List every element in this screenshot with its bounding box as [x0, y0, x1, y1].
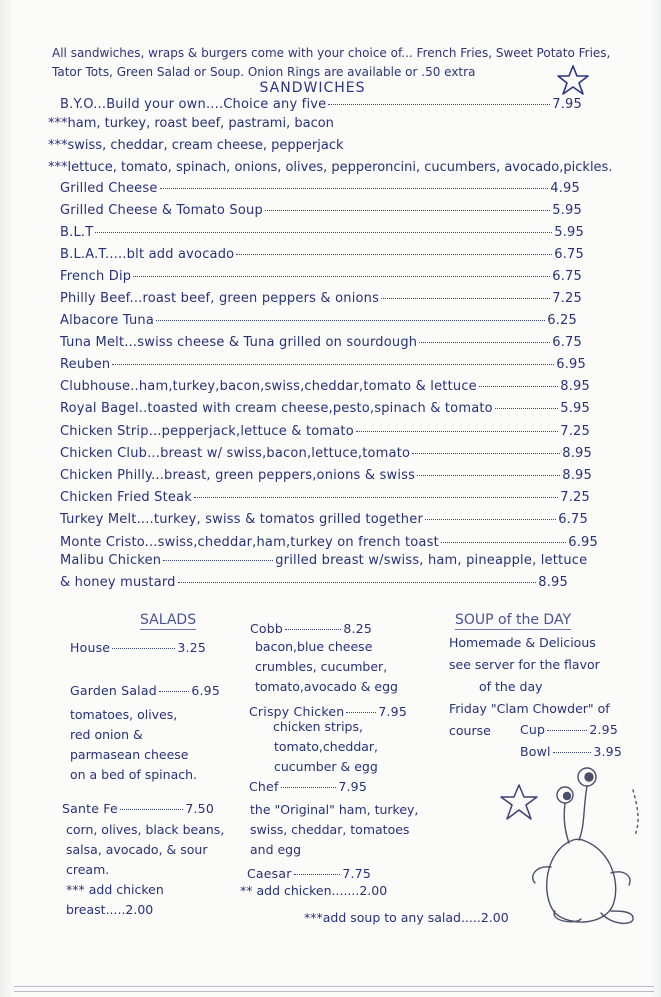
page-bottom-rule	[14, 986, 654, 987]
dot-leader	[441, 542, 566, 543]
desc-line: cream.	[66, 862, 110, 877]
item-desc: & honey mustard	[60, 575, 176, 590]
dot-leader	[328, 104, 550, 105]
item-price: 5.95	[552, 203, 582, 218]
item-name: Reuben	[60, 357, 111, 372]
item-price: 6.95	[191, 683, 220, 698]
item-price: 5.95	[554, 225, 584, 240]
desc-line: parmasean cheese	[70, 747, 189, 762]
item-name: B.L.A.T.....blt add avocado	[60, 247, 235, 262]
dot-leader	[159, 691, 190, 692]
salad-chef	[249, 779, 367, 801]
soup-bowl	[520, 744, 622, 766]
item-name: Chicken Philly...breast, green peppers,onions & swiss	[60, 468, 416, 483]
dot-leader	[346, 712, 376, 713]
dot-leader	[419, 342, 550, 343]
item-price: 6.75	[558, 512, 588, 527]
item-price: 7.25	[552, 291, 582, 306]
item-price: 5.95	[560, 401, 590, 416]
menu-item-malibu	[60, 553, 588, 575]
desc-line: on a bed of spinach.	[70, 767, 198, 782]
menu-item	[60, 424, 590, 446]
menu-item	[60, 247, 584, 269]
desc-line: bacon,blue cheese	[255, 639, 373, 654]
dot-leader	[417, 475, 560, 476]
item-price: 7.50	[185, 801, 214, 816]
menu-item	[60, 335, 582, 357]
dot-leader	[412, 453, 560, 454]
desc-line: tomato,avocado & egg	[255, 679, 398, 694]
item-name: Malibu Chicken	[60, 553, 162, 568]
salad-house	[70, 640, 206, 662]
dot-leader	[356, 431, 558, 432]
item-name: Grilled Cheese	[60, 181, 158, 196]
desc-line: red onion &	[70, 727, 143, 742]
intro-note	[52, 44, 642, 82]
sandwiches-title: SANDWICHES	[259, 80, 366, 96]
item-name: B.Y.O...Build your own....Choice any five	[60, 97, 327, 112]
item-name: Royal Bagel..toasted with cream cheese,pesto,spinach & tomato	[60, 401, 493, 416]
item-price: 7.25	[560, 424, 590, 439]
dot-leader	[194, 497, 558, 498]
item-desc: grilled breast w/swiss, ham, pineapple, lettuce	[275, 553, 588, 568]
add-soup-note: ***add soup to any salad.....2.00	[304, 910, 509, 925]
salad-cobb-desc	[255, 637, 398, 697]
dot-leader	[95, 232, 552, 233]
soup-line: Homemade & Delicious	[449, 635, 596, 650]
soup-line: course	[449, 723, 491, 738]
item-price: 8.95	[538, 575, 568, 590]
dot-leader	[178, 582, 537, 583]
item-name: Philly Beef...roast beef, green peppers & onions	[60, 291, 380, 306]
item-name: Tuna Melt...swiss cheese & Tuna grilled on sourdough	[60, 335, 418, 350]
item-name: B.L.T	[60, 225, 94, 240]
item-name: Grilled Cheese & Tomato Soup	[60, 203, 263, 218]
dot-leader	[281, 787, 337, 788]
salads-title: SALADS	[140, 612, 197, 628]
dot-leader	[294, 874, 341, 875]
item-price: 6.25	[547, 313, 577, 328]
item-price: 6.75	[552, 269, 582, 284]
dot-leader	[112, 364, 554, 365]
item-price: 6.95	[556, 357, 586, 372]
add-chicken-note: ** add chicken.......2.00	[240, 883, 388, 898]
menu-item	[60, 490, 590, 512]
menu-item	[60, 512, 588, 534]
menu-item	[60, 313, 577, 335]
item-price: 8.95	[562, 446, 592, 461]
item-name: Crispy Chicken	[249, 704, 345, 719]
salad-chef-desc	[250, 800, 418, 860]
desc-line: salsa, avocado, & sour	[66, 842, 208, 857]
item-price: 4.95	[550, 181, 580, 196]
item-price: 8.95	[560, 379, 590, 394]
item-name: Sante Fe	[62, 801, 118, 816]
item-price: 6.75	[552, 335, 582, 350]
item-price: 6.95	[568, 535, 598, 550]
desc-line: tomatoes, olives,	[70, 707, 178, 722]
item-price: 7.95	[338, 779, 367, 794]
menu-item	[60, 203, 582, 225]
salad-garden	[70, 683, 220, 705]
add-chicken-line: *** add chicken	[66, 882, 164, 897]
menu-item	[60, 468, 592, 490]
desc-line: crumbles, cucumber,	[255, 659, 388, 674]
soup-title: SOUP of the DAY	[455, 612, 571, 628]
item-name: Chicken Fried Steak	[60, 490, 193, 505]
item-price: 8.95	[562, 468, 592, 483]
desc-line: chicken strips,	[273, 719, 363, 734]
item-name: Clubhouse..ham,turkey,bacon,swiss,cheddar,tomato & lettuce	[60, 379, 477, 394]
soup-cup	[520, 722, 618, 744]
menu-item	[60, 357, 586, 379]
item-name: Cobb	[250, 621, 284, 636]
dot-leader	[547, 730, 587, 731]
star-icon	[556, 64, 590, 96]
soup-line: of the day	[479, 679, 543, 694]
desc-line: tomato,cheddar,	[274, 739, 379, 754]
menu-item	[60, 181, 580, 203]
item-price: 7.95	[378, 704, 407, 719]
dot-leader	[285, 629, 341, 630]
item-price: 8.25	[343, 621, 372, 636]
desc-line: swiss, cheddar, tomatoes	[250, 822, 410, 837]
dot-leader	[495, 408, 558, 409]
item-name: Cup	[520, 722, 546, 737]
dot-leader	[236, 254, 552, 255]
menu-item	[60, 401, 590, 423]
menu-item-malibu-cont	[60, 575, 568, 597]
intro-line-2: Tator Tots, Green Salad or Soup. Onion Rings are available or .50 extra	[52, 65, 476, 79]
salad-crispy-desc-2	[274, 737, 378, 777]
menu-item	[60, 379, 590, 401]
dot-leader	[156, 320, 545, 321]
item-price: 7.95	[552, 97, 582, 112]
item-name: Caesar	[247, 866, 292, 881]
salad-crispy-desc	[273, 717, 363, 737]
dot-leader	[133, 276, 550, 277]
item-name: Garden Salad	[70, 683, 157, 698]
add-chicken-price: breast.....2.00	[66, 902, 154, 917]
item-name: House	[70, 640, 111, 655]
item-price: 3.25	[177, 640, 206, 655]
item-name: Chicken Club...breast w/ swiss,bacon,lettuce,tomato	[60, 446, 411, 461]
item-price: 3.95	[593, 744, 622, 759]
dot-leader	[381, 298, 550, 299]
desc-line: corn, olives, black beans,	[66, 822, 225, 837]
item-name: Albacore Tuna	[60, 313, 155, 328]
item-name: Monte Cristo...swiss,cheddar,ham,turkey on french toast	[60, 535, 439, 550]
soup-line: Friday "Clam Chowder" of	[449, 701, 610, 716]
item-price: 6.75	[554, 247, 584, 262]
byo-note-cheeses: ***swiss, cheddar, cream cheese, pepperjack	[48, 138, 344, 153]
dot-leader	[160, 188, 549, 189]
salad-garden-desc	[70, 705, 197, 785]
menu-item	[60, 225, 584, 247]
desc-line: the "Original" ham, turkey,	[250, 802, 419, 817]
item-name: Chef	[249, 779, 279, 794]
item-name: Turkey Melt....turkey, swiss & tomatos grilled together	[60, 512, 423, 527]
desc-line: and egg	[250, 842, 302, 857]
soup-line: see server for the flavor	[449, 657, 600, 672]
menu-item	[60, 446, 592, 468]
menu-item	[60, 291, 582, 313]
desc-line: cucumber & egg	[274, 759, 378, 774]
byo-note-meats: ***ham, turkey, roast beef, pastrami, bacon	[48, 116, 334, 131]
item-price: 7.25	[560, 490, 590, 505]
dot-leader	[553, 752, 592, 753]
dot-leader	[425, 519, 556, 520]
intro-line-1: All sandwiches, wraps & burgers come with your choice of... French Fries, Sweet Potato Fries,	[52, 46, 611, 60]
dot-leader	[479, 386, 558, 387]
dot-leader	[112, 648, 175, 649]
dot-leader	[120, 809, 183, 810]
item-price: 2.95	[589, 722, 618, 737]
alien-mascot-icon	[515, 765, 650, 935]
salad-sante-fe-desc	[66, 820, 224, 920]
dot-leader	[265, 210, 550, 211]
item-name: Chicken Strip...pepperjack,lettuce & tomato	[60, 424, 354, 439]
menu-item	[60, 269, 582, 291]
byo-note-veggies: ***lettuce, tomato, spinach, onions, olives, pepperoncini, cucumbers, avocado,pickles.	[48, 160, 613, 175]
page-bottom-rule	[14, 991, 654, 992]
item-name: French Dip	[60, 269, 132, 284]
item-name: Bowl	[520, 744, 551, 759]
dot-leader	[163, 560, 273, 561]
item-price: 7.75	[342, 866, 371, 881]
